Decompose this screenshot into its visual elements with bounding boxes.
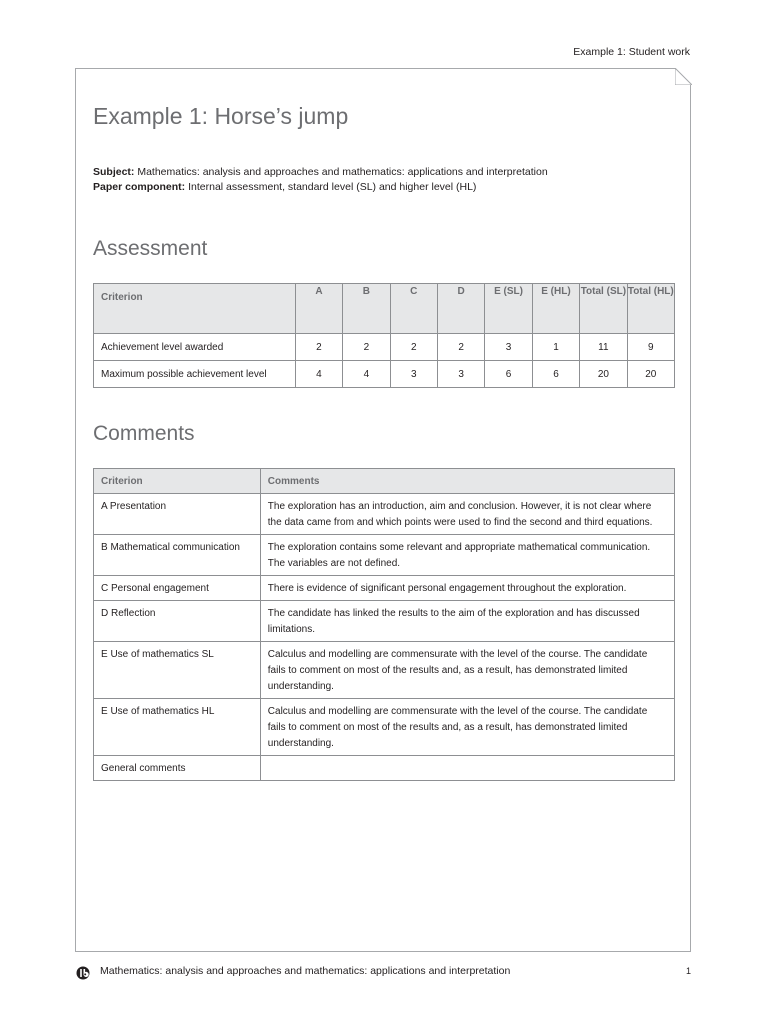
assessment-table: [93, 283, 675, 388]
column-header: E (SL): [485, 284, 532, 334]
comment-cell: The exploration has an introduction, aim and conclusion. However, it is not clear where the data came from and which points were used to find the second and third equations.: [260, 494, 674, 535]
criterion-cell: D Reflection: [94, 601, 261, 642]
score-cell: 6: [485, 361, 532, 388]
footer-text: Mathematics: analysis and approaches and mathematics: applications and interpretation: [100, 965, 511, 977]
page-number: 1: [685, 966, 691, 976]
score-cell: 11: [580, 334, 627, 361]
column-header: C: [390, 284, 437, 334]
score-cell: 1: [532, 334, 579, 361]
subject-label: Subject:: [93, 166, 135, 178]
column-header: A: [295, 284, 342, 334]
column-header: E (HL): [532, 284, 579, 334]
score-cell: 20: [627, 361, 674, 388]
running-header: Example 1: Student work: [573, 46, 690, 58]
table-row: [94, 642, 675, 699]
comment-cell: The candidate has linked the results to the aim of the exploration and has discussed limitations.: [260, 601, 674, 642]
document-meta: [93, 165, 548, 195]
row-label: Maximum possible achievement level: [94, 361, 296, 388]
table-row: [94, 576, 675, 601]
score-cell: 3: [390, 361, 437, 388]
criterion-cell: E Use of mathematics HL: [94, 699, 261, 756]
table-row: [94, 756, 675, 781]
score-cell: 4: [343, 361, 390, 388]
assessment-heading: Assessment: [93, 237, 208, 260]
score-cell: 2: [295, 334, 342, 361]
score-cell: 9: [627, 334, 674, 361]
comments-header-row: [94, 469, 675, 494]
criterion-cell: C Personal engagement: [94, 576, 261, 601]
subject-value: Mathematics: analysis and approaches and mathematics: applications and interpretation: [137, 166, 548, 178]
column-header: D: [437, 284, 484, 334]
score-cell: 2: [390, 334, 437, 361]
table-row: [94, 601, 675, 642]
component-label: Paper component:: [93, 181, 186, 193]
score-cell: 2: [437, 334, 484, 361]
criterion-cell: General comments: [94, 756, 261, 781]
column-header: Criterion: [94, 469, 261, 494]
column-header: Total (SL): [580, 284, 627, 334]
score-cell: 6: [532, 361, 579, 388]
ib-logo-icon: [76, 966, 90, 980]
table-row: [94, 494, 675, 535]
score-cell: 4: [295, 361, 342, 388]
comments-heading: Comments: [93, 422, 195, 445]
score-cell: 20: [580, 361, 627, 388]
comment-cell: There is evidence of significant personal engagement throughout the exploration.: [260, 576, 674, 601]
criterion-cell: E Use of mathematics SL: [94, 642, 261, 699]
table-row: [94, 361, 675, 388]
page-title: Example 1: Horse’s jump: [93, 103, 349, 129]
table-row: [94, 535, 675, 576]
column-header: Criterion: [94, 284, 296, 334]
comment-cell: Calculus and modelling are commensurate with the level of the course. The candidate fails to comment on most of the results and, as a result, has demonstrated limited understanding.: [260, 642, 674, 699]
criterion-cell: A Presentation: [94, 494, 261, 535]
comment-cell: Calculus and modelling are commensurate with the level of the course. The candidate fails to comment on most of the results and, as a result, has demonstrated limited understanding.: [260, 699, 674, 756]
column-header: Comments: [260, 469, 674, 494]
column-header: Total (HL): [627, 284, 674, 334]
table-row: [94, 334, 675, 361]
assessment-header-row: [94, 284, 675, 334]
page-fold-icon: [675, 68, 692, 85]
comments-table: [93, 468, 675, 781]
score-cell: 3: [485, 334, 532, 361]
score-cell: 3: [437, 361, 484, 388]
comment-cell: The exploration contains some relevant and appropriate mathematical communication. The variables are not defined.: [260, 535, 674, 576]
criterion-cell: B Mathematical communication: [94, 535, 261, 576]
row-label: Achievement level awarded: [94, 334, 296, 361]
comment-cell: [260, 756, 674, 781]
component-value: Internal assessment, standard level (SL) and higher level (HL): [188, 181, 477, 193]
column-header: B: [343, 284, 390, 334]
score-cell: 2: [343, 334, 390, 361]
table-row: [94, 699, 675, 756]
